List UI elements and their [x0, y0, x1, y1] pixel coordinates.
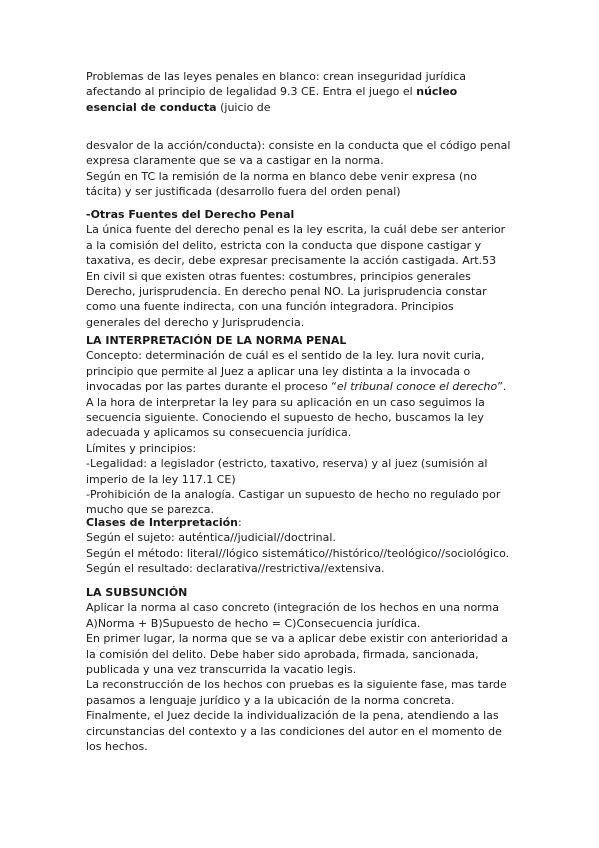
text-line: los hechos. [86, 740, 148, 754]
text-line [86, 100, 518, 115]
text-line: A la hora de interpretar la ley para su aplicación en un caso seguimos la [86, 395, 485, 409]
italic-quote: el tribunal conoce el derecho [336, 380, 498, 394]
text-line: La reconstrucción de los hechos con pruebas es la siguiente fase, mas tarde [86, 678, 507, 692]
text-span: (juicio de [216, 100, 271, 114]
text-span: ”. [497, 380, 507, 394]
section-heading-line [86, 515, 518, 530]
text-line: expresa claramente que se va a castigar en la norma. [86, 154, 384, 168]
text-span: : [238, 516, 242, 529]
intro-paragraph [86, 69, 518, 115]
text-line: secuencia siguiente. Conociendo el supuesto de hecho, buscamos la ley [86, 411, 484, 425]
text-line: Derecho, jurisprudencia. En derecho penal NO. La jurisprudencia constar [86, 285, 487, 299]
text-line: Según el resultado: declarativa//restrictiva//extensiva. [86, 562, 385, 576]
text-line: Finalmente, el Juez decide la individualización de la pena, atendiendo a las [86, 709, 499, 723]
text-line: adecuada y aplicamos su consecuencia jurídica. [86, 426, 352, 440]
text-span: invocadas por las partes durante el proceso “ [86, 380, 337, 394]
text-line: pasamos a lenguaje jurídico y a la ubicación de la norma concreta. [86, 693, 455, 707]
text-line: principio que permite al Juez a aplicar una ley distinta a la invocada o [86, 364, 471, 378]
text-line: circunstancias del contexto y a las condiciones del autor en el momento de [86, 724, 502, 738]
bold-term: esencial de conducta [86, 100, 217, 114]
text-line: imperio de la ley 117.1 CE) [86, 472, 236, 486]
section-heading: Clases de Interpretación [86, 516, 239, 529]
fuentes-section [86, 207, 518, 330]
text-line: En primer lugar, la norma que se va a aplicar debe existir con anterioridad a [86, 632, 508, 646]
text-line: Límites y principios: [86, 441, 197, 455]
text-line: Según el sujeto: auténtica//judicial//doctrinal. [86, 531, 336, 545]
text-line: Problemas de las leyes penales en blanco: crean inseguridad jurídica [86, 70, 467, 83]
text-line: tácita) y ser justificada (desarrollo fuera del orden penal) [86, 185, 401, 199]
text-line: generales del derecho y Jurisprudencia. [86, 315, 305, 329]
text-line: Concepto: determinación de cuál es el sentido de la ley. Iura novit curia, [86, 349, 485, 363]
text-span: afectando al principio de legalidad 9.3 CE. Entra el juego el [86, 85, 417, 99]
text-line: como una fuente indirecta, con una función integradora. Principios [86, 300, 454, 314]
text-line: Aplicar la norma al caso concreto (integración de los hechos en una norma [86, 601, 499, 615]
section-heading: -Otras Fuentes del Derecho Penal [86, 208, 295, 221]
interpretacion-section [86, 333, 518, 518]
text-line: Según en TC la remisión de la norma en blanco debe venir expresa (no [86, 169, 477, 183]
subsuncion-section [86, 585, 518, 754]
text-line: La única fuente del derecho penal es la ley escrita, la cuál debe ser anterior [86, 223, 506, 237]
bold-term: núcleo [416, 85, 458, 99]
text-line: a la comisión del delito, estricta con la conducta que dispone castigar y [86, 238, 482, 252]
text-line: mucho que se parezca. [86, 503, 214, 517]
text-line [86, 84, 518, 99]
text-line [86, 379, 518, 394]
text-line: -Prohibición de la analogía. Castigar un supuesto de hecho no regulado por [86, 488, 501, 502]
text-line: -Legalidad: a legislador (estricto, taxativo, reserva) y al juez (sumisión al [86, 457, 488, 471]
text-line: Según el método: literal//lógico sistemático//histórico//teológico//sociológico. [86, 546, 510, 560]
desvalor-paragraph [86, 138, 518, 200]
text-line: desvalor de la acción/conducta): consiste en la conducta que el código penal [86, 139, 511, 152]
text-line: A)Norma + B)Supuesto de hecho = C)Consecuencia jurídica. [86, 616, 421, 630]
text-line: En civil si que existen otras fuentes: costumbres, principios generales [86, 269, 471, 283]
text-line: la comisión del delito. Debe haber sido aprobada, firmada, sancionada, [86, 647, 479, 661]
text-line: taxativa, es decir, debe expresar precisamente la acción castigada. Art.53 [86, 254, 497, 268]
clases-section [86, 515, 518, 577]
section-heading: LA SUBSUNCIÓN [86, 586, 188, 599]
text-line: publicada y una vez transcurrida la vacatio legis. [86, 663, 357, 677]
section-heading: LA INTERPRETACIÓN DE LA NORMA PENAL [86, 334, 347, 347]
